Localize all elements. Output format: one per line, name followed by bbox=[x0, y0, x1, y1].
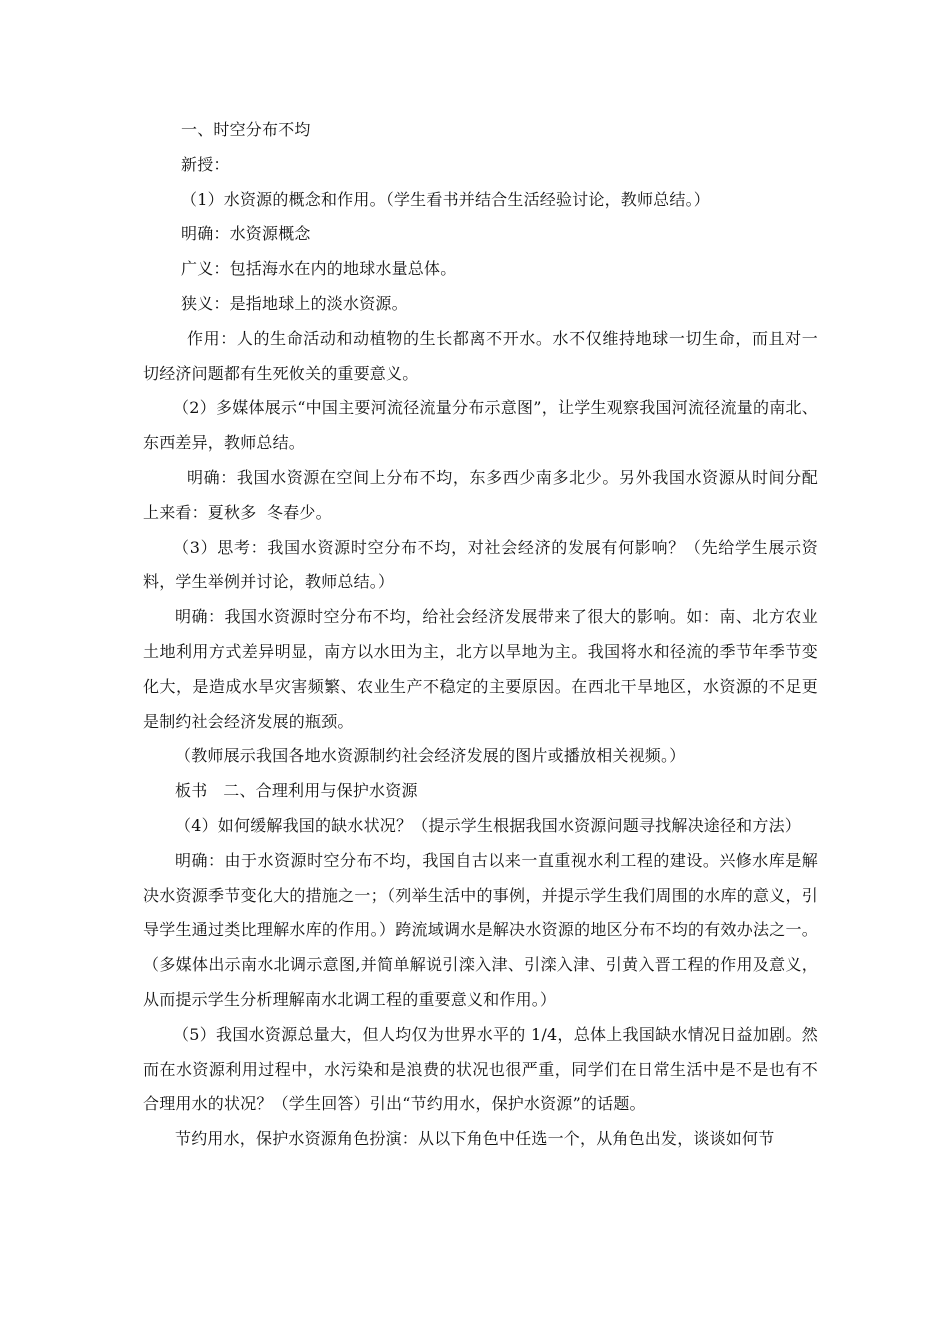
section-heading: 一、时空分布不均 bbox=[181, 120, 311, 139]
paragraph: （2）多媒体展示“中国主要河流径流量分布示意图”，让学生观察我国河流径流量的南北、东西差异，教师总结。 bbox=[143, 398, 818, 453]
paragraph: 新授： bbox=[181, 154, 230, 174]
paragraph: 明确：我国水资源时空分布不均，给社会经济发展带来了很大的影响。如：南、北方农业土地利用方式差异明显，南方以水田为主，北方以旱地为主。我国将水和径流的季节年季节变化大，是造成水旱灾害频繁、农业生产不稳定的主要原因。在西北干旱地区，水资源的不足更是制约社会经济发展的瓶颈。 bbox=[143, 607, 818, 731]
paragraph: （1）水资源的概念和作用。（学生看书并结合生活经验讨论，教师总结。） bbox=[181, 189, 710, 209]
paragraph: 广义：包括海水在内的地球水量总体。 bbox=[181, 259, 457, 279]
paragraph: 明确：我国水资源在空间上分布不均，东多西少南多北少。另外我国水资源从时间分配上来看：夏秋多 冬春少。 bbox=[143, 467, 818, 522]
paragraph: （5）我国水资源总量大，但人均仅为世界水平的 1/4，总体上我国缺水情况日益加剧。然而在水资源利用过程中，水污染和是浪费的状况也很严重，同学们在日常生活中是不是也有不合理用水的状况？（学生回答）引出“节约用水，保护水资源”的话题。 bbox=[143, 1024, 818, 1114]
paragraph: 狭义：是指地球上的淡水资源。 bbox=[181, 293, 408, 313]
paragraph: 板书 二、合理利用与保护水资源 bbox=[175, 781, 418, 801]
paragraph: （3）思考：我国水资源时空分布不均，对社会经济的发展有何影响？（先给学生展示资料，学生举例并讨论，教师总结。） bbox=[143, 537, 818, 592]
paragraph: 作用：人的生命活动和动植物的生长都离不开水。水不仅维持地球一切生命，而且对一切经济问题都有生死攸关的重要意义。 bbox=[143, 328, 818, 383]
paragraph: 明确：由于水资源时空分布不均，我国自古以来一直重视水利工程的建设。兴修水库是解决水资源季节变化大的措施之一；（列举生活中的事例，并提示学生我们周围的水库的意义，引导学生通过类比理解水库的作用。）跨流域调水是解决水资源的地区分布不均的有效办法之一。（多媒体出示南水北调示意图,并简单解说引滦入津、引滦入津、引黄入晋工程的作用及意义，从而提示学生分析理解南水北调工程的重要意义和作用。） bbox=[143, 850, 818, 1009]
paragraph: 明确：水资源概念 bbox=[181, 224, 311, 244]
paragraph: 节约用水，保护水资源角色扮演：从以下角色中任选一个，从角色出发，谈谈如何节 bbox=[175, 1129, 775, 1149]
paragraph: （4）如何缓解我国的缺水状况？（提示学生根据我国水资源问题寻找解决途径和方法） bbox=[175, 815, 801, 835]
document-body bbox=[143, 113, 818, 1157]
paragraph: （教师展示我国各地水资源制约社会经济发展的图片或播放相关视频。） bbox=[175, 746, 686, 766]
